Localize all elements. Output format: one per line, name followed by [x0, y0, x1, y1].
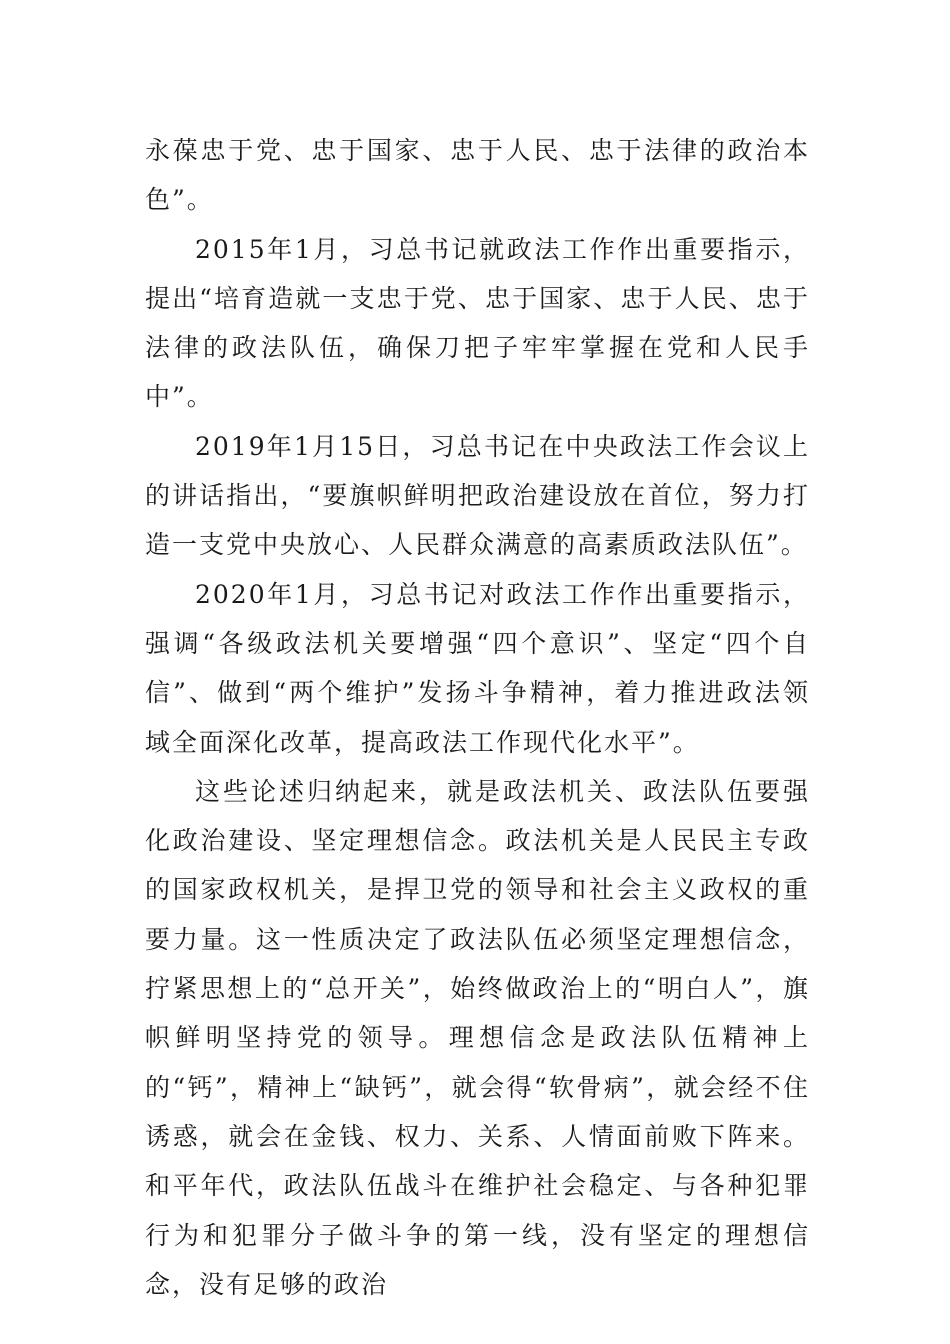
paragraph-4: 2020年1月，习总书记对政法工作作出重要指示，强调“各级政法机关要增强“四个意识”、坚定“四个自信”、做到“两个维护”发扬斗争精神，着力推进政法领域全面深化改革，提高政法工作现代化水平”。: [145, 579, 810, 757]
paragraph-2: 2015年1月，习总书记就政法工作作出重要指示，提出“培育造就一支忠于党、忠于国家、忠于人民、忠于法律的政法队伍，确保刀把子牢牢掌握在党和人民手中”。: [145, 234, 810, 412]
paragraph-5: 这些论述归纳起来，就是政法机关、政法队伍要强化政治建设、坚定理想信念。政法机关是人民民主专政的国家政权机关，是捍卫党的领导和社会主义政权的重要力量。这一性质决定了政法队伍必须坚定理想信念，拧紧思想上的“总开关”，始终做政治上的“明白人”，旗帜鲜明坚持党的领导。理想信念是政法队伍精神上的“钙”，精神上“缺钙”，就会得“软骨病”，就会经不住诱惑，就会在金钱、权力、关系、人情面前败下阵来。和平年代，政法队伍战斗在维护社会稳定、与各种犯罪行为和犯罪分子做斗争的第一线，没有坚定的理想信念，没有足够的政治: [145, 776, 810, 1299]
paragraph-3: 2019年1月15日，习总书记在中央政法工作会议上的讲话指出，“要旗帜鲜明把政治建设放在首位，努力打造一支党中央放心、人民群众满意的高素质政法队伍”。: [145, 431, 810, 560]
paragraph-1: 永葆忠于党、忠于国家、忠于人民、忠于法律的政治本色”。: [145, 136, 810, 215]
document-body: [145, 126, 810, 1309]
